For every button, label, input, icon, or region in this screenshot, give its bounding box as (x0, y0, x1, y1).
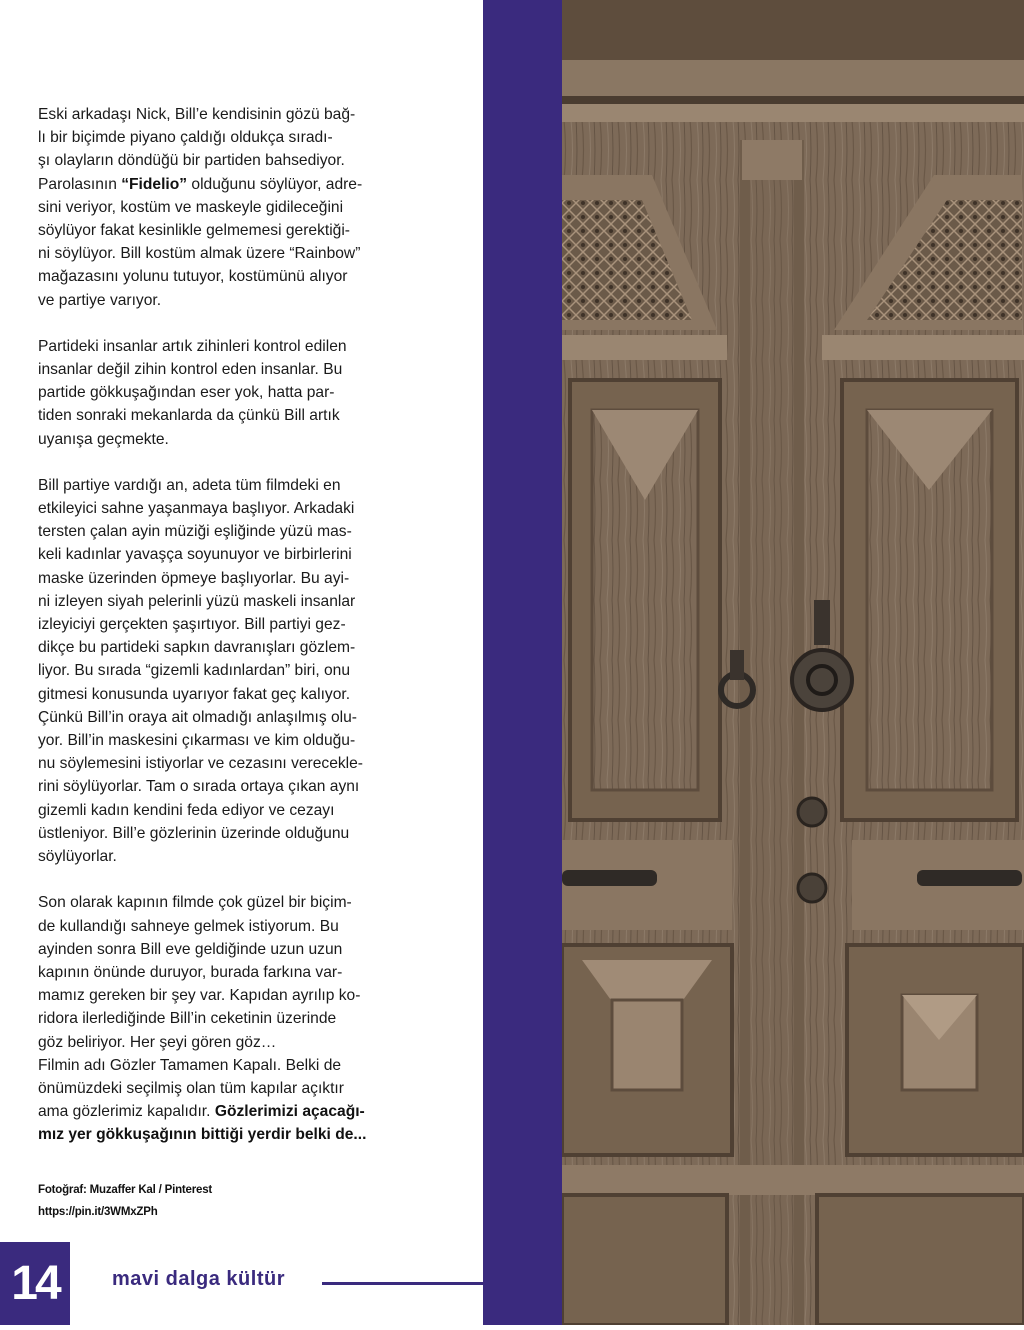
text-line: sini veriyor, kostüm ve maskeyle gidileceğini (38, 198, 344, 216)
text-line: nu söylemesini istiyorlar ve cezasını verecekle- (38, 755, 363, 773)
text-line: olduğunu söylüyor, adre- (187, 175, 363, 193)
closing-highlight: mız yer gökkuşağının bittiği yerdir belki de... (38, 1126, 367, 1144)
text-line: tersten çalan ayin müziği eşliğinde yüzü mas- (38, 523, 352, 541)
text-line: Son olarak kapının filmde çok güzel bir biçim- (38, 894, 352, 912)
text-line: mamız gereken bir şey var. Kapıdan ayrılıp ko- (38, 987, 361, 1005)
text-line: ridora ilerlediğinde Bill’in ceketinin üzerinde (38, 1010, 337, 1028)
text-line: söylüyor fakat kesinlikle gelmemesi gerektiği- (38, 222, 350, 240)
text-line: göz beliriyor. Her şeyi gören göz… (38, 1033, 277, 1051)
text-line: söylüyorlar. (38, 848, 117, 866)
text-line: gizemli kadın kendini feda ediyor ve cezayı (38, 801, 335, 819)
text-line: gitmesi konusunda uyarıyor fakat geç kalıyor. (38, 685, 351, 703)
text-line: uyanışa geçmekte. (38, 430, 169, 448)
magazine-name: mavi dalga kültür (112, 1268, 285, 1290)
photo-credits (38, 1179, 212, 1223)
text-line: rini söylüyorlar. Tam o sırada ortaya çıkan aynı (38, 778, 360, 796)
text-line: tiden sonraki mekanlarda da çünkü Bill artık (38, 407, 340, 425)
paragraph-1 (38, 103, 468, 312)
accent-band (483, 0, 562, 1325)
text-line: partide gökkuşağından eser yok, hatta par- (38, 384, 335, 402)
paragraph-2 (38, 335, 468, 451)
text-line: mağazasını yolunu tutuyor, kostümünü alıyor (38, 268, 348, 286)
text-line: Filmin adı Gözler Tamamen Kapalı. Belki de (38, 1056, 342, 1074)
text-line: Çünkü Bill’in oraya ait olmadığı anlaşılmış olu- (38, 708, 357, 726)
text-line: insanlar değil zihin kontrol eden insanlar. Bu (38, 361, 343, 379)
text-line: izleyiciyi gerçekten şaşırtıyor. Bill partiyi gez- (38, 616, 346, 634)
article-body (38, 103, 468, 1147)
text-line: dikçe bu partideki sapkın davranışları gözlem- (38, 639, 356, 657)
closing-highlight: Gözlerimizi açacağı- (214, 1103, 365, 1121)
text-line: keli kadınlar yavaşça soyunuyor ve birbirlerini (38, 546, 352, 564)
text-line: ni söylüyor. Bill kostüm almak üzere “Rainbow” (38, 245, 361, 263)
text-line: liyor. Bu sırada “gizemli kadınlardan” biri, onu (38, 662, 351, 680)
paragraph-3 (38, 474, 468, 868)
text-line: kapının önünde duruyor, burada farkına var- (38, 963, 343, 981)
text-line: Partideki insanlar artık zihinleri kontrol edilen (38, 337, 347, 355)
text-line: maske üzerinden öpmeye başlıyorlar. Bu ayi- (38, 569, 350, 587)
text-line: ama gözlerimiz kapalıdır. (38, 1103, 215, 1121)
text-line: şı olayların döndüğü bir partiden bahsediyor. (38, 152, 345, 170)
text-line: etkileyici sahne yaşanmaya başlıyor. Arkadaki (38, 500, 355, 518)
text-line: ayinden sonra Bill eve geldiğinde uzun uzun (38, 940, 343, 958)
paragraph-4 (38, 891, 468, 1146)
text-line: de kullandığı sahneye gelmek istiyorum. Bu (38, 917, 339, 935)
text-line: lı bir biçimde piyano çaldığı oldukça sıradı- (38, 129, 333, 147)
carved-wooden-door-icon (562, 0, 1024, 1325)
text-line: önümüzdeki seçilmiş olan tüm kapılar açıktır (38, 1079, 344, 1097)
page-number: 14 (0, 1242, 70, 1325)
photo-credit: Fotoğraf: Muzaffer Kal / Pinterest (38, 1184, 213, 1196)
text-line: ni izleyen siyah pelerinli yüzü maskeli insanlar (38, 592, 356, 610)
photo-url: https://pin.it/3WMxZPh (38, 1206, 158, 1218)
text-line: yor. Bill’in maskesini çıkarması ve kim olduğu- (38, 732, 356, 750)
text-line: Bill partiye vardığı an, adeta tüm filmdeki en (38, 476, 341, 494)
password-highlight: “Fidelio” (121, 175, 188, 193)
text-line: Parolasının (38, 175, 122, 193)
text-line: ve partiye varıyor. (38, 291, 162, 309)
text-line: Eski arkadaşı Nick, Bill’e kendisinin gözü bağ- (38, 106, 356, 123)
footer-rule (322, 1282, 484, 1285)
text-line: üstleniyor. Bill’e gözlerinin üzerinde olduğunu (38, 824, 350, 842)
